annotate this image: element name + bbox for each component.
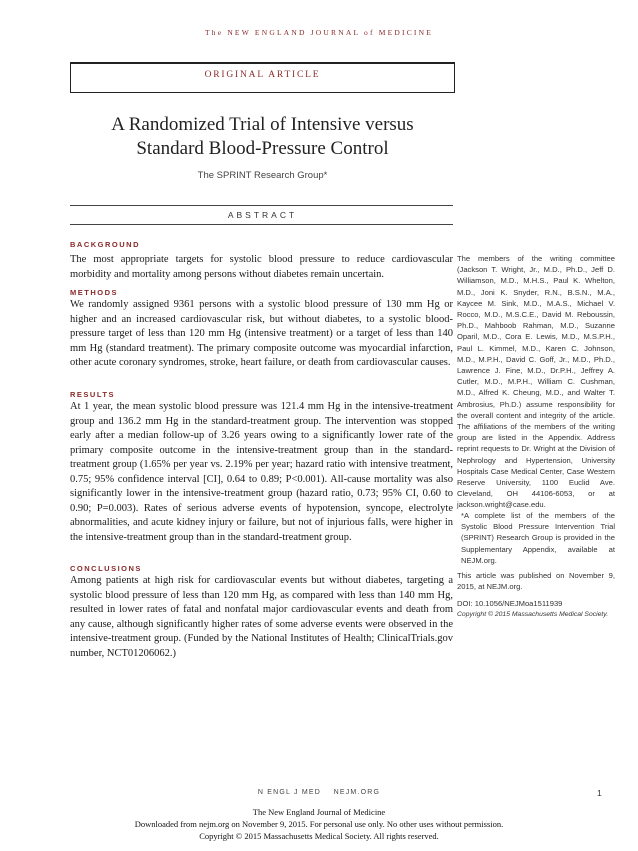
results-heading: RESULTS xyxy=(70,390,115,399)
conclusions-heading: CONCLUSIONS xyxy=(70,564,142,573)
download-line-2: Downloaded from nejm.org on November 9, 2015. For personal use only. No other uses without permission. xyxy=(134,819,504,829)
conclusions-text: Among patients at high risk for cardiovascular events but without diabetes, targeting a systolic blood pressure of less than 120 mm Hg, as compared with less than 140 mm Hg, resulted in lower rates of fatal and nonfatal major cardiovascular events and death from any cause, although significantly higher rates of some adverse events were observed in the intensive-treatment group. (Funded by the National Institutes of Health; ClinicalTrials.gov number, NCT01206062.) xyxy=(70,575,453,659)
doi-line: DOI: 10.1056/NEJMoa1511939 xyxy=(457,599,563,608)
background-text: The most appropriate targets for systolic blood pressure to reduce cardiovascular morbidity and mortality among persons without diabetes remain uncertain. xyxy=(70,254,453,280)
title-line-1: A Randomized Trial of Intensive versus xyxy=(111,114,414,135)
abstract-divider-bottom xyxy=(70,224,453,225)
page-number: 1 xyxy=(597,788,602,798)
writing-committee-note: The members of the writing committee (Jackson T. Wright, Jr., M.D., Ph.D., Jeff D. Williamson, M.D., M.H.S., Paul K. Whelton, M.D., Joni K. Snyder, R.N., B.S.N., M.A., Kaycee M. Sink, M.D., M.A.S., Michael V. Rocco, M.D., M.S.C.E., David M. Reboussin, Ph.D., Mahboob Rahman, M.D., Suzanne Oparil, M.D., Cora E. Lewis, M.D., M.S.P.H., Paul L. Kimmel, M.D., Karen C. Johnson, M.D., M.P.H., David C. Goff, Jr., M.D., Ph.D., Lawrence J. Fine, M.D., Dr.P.H., Jeffrey A. Cutler, M.D., M.P.H., William C. Cushman, M.D., Alfred K. Cheung, M.D., and Walter T. Ambrosius, Ph.D.) assume responsibility for the overall content and integrity of the article. The affiliations of the members of the writing group are listed in the Appendix. Address reprint requests to Dr. Wright at the Division of Nephrology and Hypertension, University Hospitals Case Medical Center, Case Western Reserve University, 1100 Euclid Ave. Cleveland, OH 44106-6053, or at jackson.wright@case.edu. xyxy=(457,254,615,510)
background-heading: BACKGROUND xyxy=(70,240,140,249)
research-group-footnote: *A complete list of the members of the Systolic Blood Pressure Intervention Trial (SPRINT) Research Group is provided in the Supplementary Appendix, available at NEJM.org. xyxy=(461,511,615,565)
results-text: At 1 year, the mean systolic blood pressure was 121.4 mm Hg in the intensive-treatment group and 136.2 mm Hg in the standard-treatment group. The intervention was stopped early after a median follow-up of 3.26 years owing to a significantly lower rate of the primary composite outcome in the intensive-treatment group than in the standard-treatment group (1.65% per year vs. 2.19% per year; hazard ratio with intensive treatment, 0.75; 95% confidence interval [CI], 0.64 to 0.89; P<0.001). All-cause mortality was also significantly lower in the intensive-treatment group (hazard ratio, 0.73; 95% CI, 0.60 to 0.90; P=0.003). Rates of serious adverse events of hypotension, syncope, electrolyte abnormalities, and acute kidney injury or failure, but not of injurious falls, were higher in the intensive-treatment group than in the standard-treatment group. xyxy=(70,401,453,543)
publication-note: This article was published on November 9, 2015, at NEJM.org. xyxy=(457,571,615,592)
copyright-line: Copyright © 2015 Massachusetts Medical Society. xyxy=(457,611,609,618)
abstract-divider-top xyxy=(70,205,453,206)
methods-text: We randomly assigned 9361 persons with a systolic blood pressure of 130 mm Hg or higher and an increased cardiovascular risk, but without diabetes, to a systolic blood-pressure target of less than 120 mm Hg (intensive treatment) or a target of less than 140 mm Hg (standard treatment). The primary composite outcome was myocardial infarction, other acute coronary syndromes, stroke, heart failure, or death from cardiovascular causes. xyxy=(70,299,453,368)
abstract-heading: ABSTRACT xyxy=(227,210,298,220)
author-group: The SPRINT Research Group* xyxy=(197,170,328,181)
download-line-1: The New England Journal of Medicine xyxy=(252,807,386,817)
journal-header: The NEW ENGLAND JOURNAL of MEDICINE xyxy=(204,28,434,37)
methods-heading: METHODS xyxy=(70,288,118,297)
download-line-3: Copyright © 2015 Massachusetts Medical Society. All rights reserved. xyxy=(199,831,439,841)
article-title xyxy=(60,113,465,161)
footer-journal-reference: N ENGL J MED NEJM.ORG xyxy=(257,789,381,796)
title-line-2: Standard Blood-Pressure Control xyxy=(136,138,389,159)
article-type-label: ORIGINAL ARTICLE xyxy=(204,70,321,80)
